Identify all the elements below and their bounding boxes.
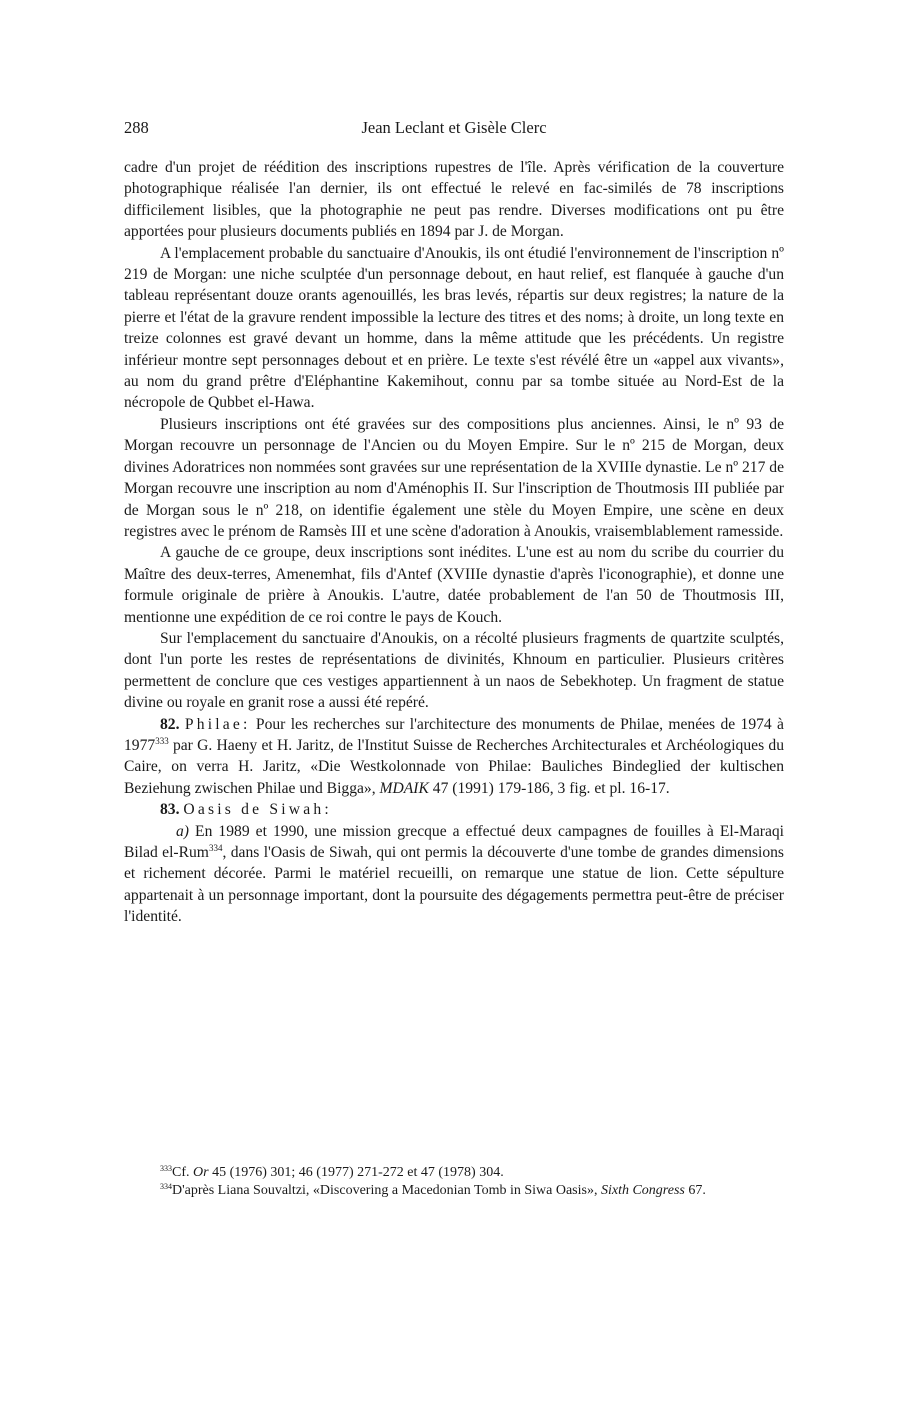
journal-title: MDAIK (379, 779, 429, 797)
paragraph-unpublished-inscriptions: A gauche de ce groupe, deux inscriptions sont inédites. L'une est au nom du scribe du courrier du Maître des deux-terres, Amenemhat, fils d'Antef (XVIIIe dynastie d'après l'iconographie), et donne une formule originale de prière à Anoukis. L'autre, datée probablement de l'an 50 de Thoutmosis III, mentionne une expédition de ce roi contre le pays de Kouch. (124, 544, 784, 626)
section-title: Oasis de Siwah: (183, 801, 332, 819)
section-82-philae (124, 714, 784, 800)
section-title: Philae: (184, 715, 251, 733)
subsection-text: En 1989 et 1990, une mission grecque a effectué deux campagnes de fouilles à El-Maraqi Bilad el-Rum (124, 822, 784, 861)
paragraph-older-compositions: Plusieurs inscriptions ont été gravées sur des compositions plus anciennes. Ainsi, le nº 93 de Morgan recouvre un personnage de l'Ancien ou du Moyen Empire. Sur le nº 215 de Morgan, deux divines Adoratrices non nommées sont gravées sur une représentation de la XVIIIe dynastie. Le nº 217 de Morgan recouvre une inscription au nom d'Aménophis II. Sur l'inscription de Thoutmosis III publiée par de Morgan sous le nº 218, on identifie également une stèle du Moyen Empire, une scène en deux registres avec le prénom de Ramsès III et une scène d'adoration à Anoukis, vraisemblablement ramesside. (124, 415, 785, 540)
section-number: 83. (160, 801, 180, 819)
subsection-text: , dans l'Oasis de Siwah, qui ont permis la découverte d'une tombe de grandes dimensions et richement décorée. Parmi le matériel recueilli, on remarque une statue de lion. Cette sépulture appartenait à un personnage important, dont la poursuite des dégagements permettra peut-être de préciser l'identité. (124, 844, 784, 926)
section-text: par G. Haeny et H. Jaritz, de l'Institut Suisse de Recherches Architecturales et Archéologiques du Caire, on verra H. Jaritz, «Die Westkolonnade von Philae: Bauliches Bindeglied der kultischen Beziehung zwischen Philae und Bigga», (124, 736, 784, 797)
section-83-siwah (124, 799, 784, 820)
footnote-text: D'après Liana Souvaltzi, «Discovering a Macedonian Tomb in Siwa Oasis», (172, 1182, 601, 1198)
footnote-text: 67. (684, 1182, 706, 1198)
footnotes (124, 1164, 784, 1199)
page-header (124, 116, 784, 140)
paragraph-anoukis-sanctuary: A l'emplacement probable du sanctuaire d'Anoukis, ils ont étudié l'environnement de l'inscription nº 219 de Morgan: une niche sculptée d'un personnage debout, en haut relief, est flanquée à gauche d'un tableau représentant douze orants agenouillés, les bras levés, répartis sur deux registres; la nature de la pierre et l'état de la gravure rendent impossible la lecture des titres et des noms; à droite, un long texte en treize colonnes est gravé devant un homme, dans la même attitude que les précédents. Un registre inférieur montre sept personnages debout et en prière. Le texte s'est révélé être un «appel aux vivants», au nom du grand prêtre d'Eléphantine Kakemihout, connu par sa tombe située au Nord-Est de la nécropole de Qubbet el-Hawa. (124, 244, 784, 412)
footnote-333 (124, 1164, 784, 1182)
footnote-text: 45 (1976) 301; 46 (1977) 271-272 et 47 (1978) 304. (208, 1165, 504, 1180)
journal-title: Or (193, 1165, 209, 1180)
footnote-ref: 334 (208, 843, 223, 853)
footnote-334 (124, 1182, 784, 1200)
subsection-label: a) (176, 822, 189, 840)
section-text: 47 (1991) 179-186, 3 fig. et pl. 16-17. (428, 779, 670, 797)
footnote-ref: 333 (155, 735, 169, 746)
footnote-number: 334 (160, 1181, 172, 1191)
journal-title: Sixth Congress (600, 1182, 685, 1198)
section-text: Pour les recherches sur l'architecture des monuments de Philae, menées de 1974 à 1977 (124, 715, 784, 754)
paragraph-continuation: cadre d'un projet de réédition des inscriptions rupestres de l'île. Après vérification de la couverture photographique réalisée l'an dernier, ils ont effectué le relevé en fac-similés de 78 inscriptions difficilement lisibles, que la photographie ne peut pas rendre. Diverses modifications ont pu être apportées pour plusieurs documents publiés en 1894 par J. de Morgan. (124, 159, 784, 241)
footnote-number: 333 (160, 1164, 172, 1173)
body-text (124, 157, 784, 928)
section-number: 82. (160, 715, 180, 733)
footnote-text: Cf. (172, 1165, 193, 1180)
page-number: 288 (124, 118, 149, 137)
paragraph-quartzite-fragments: Sur l'emplacement du sanctuaire d'Anoukis, on a récolté plusieurs fragments de quartzite sculptés, dont l'un porte les restes de représentations de divinités, Khnoum en particulier. Plusieurs critères permettent de conclure que ces vestiges appartiennent à un naos de Sebekhotep. Un fragment de statue divine ou royale en granit rose a aussi été repéré. (124, 629, 784, 712)
subsection-a (124, 821, 784, 928)
running-head: Jean Leclant et Gisèle Clerc (361, 118, 547, 137)
